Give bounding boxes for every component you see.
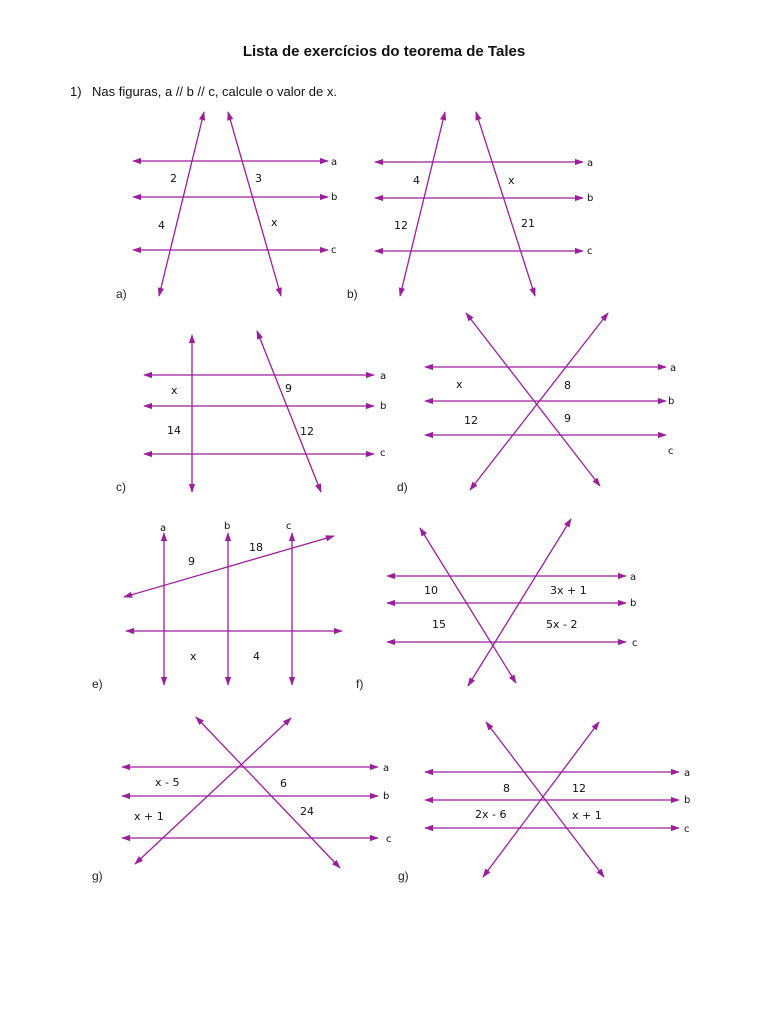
figure-a	[116, 112, 337, 301]
segment-label: x	[190, 650, 197, 663]
segment-label: 12	[300, 425, 314, 438]
line-a-tag: a	[670, 363, 677, 374]
figure-c	[116, 331, 386, 494]
transversal	[257, 331, 321, 492]
transversal	[124, 536, 334, 597]
segment-label: x	[271, 216, 278, 229]
figure-d	[397, 313, 676, 494]
page-title: Lista de exercícios do teorema de Tales	[242, 43, 526, 60]
segment-label: 4	[253, 650, 260, 663]
line-a-tag: a	[630, 572, 637, 583]
segment-label: 18	[249, 541, 263, 554]
figure-e	[92, 521, 342, 691]
line-c-tag: c	[668, 446, 674, 457]
figure-f	[356, 519, 638, 691]
segment-label: 2x - 6	[475, 808, 507, 821]
line-b-tag: b	[630, 598, 637, 609]
line-b-tag: b	[684, 795, 691, 806]
line-b-tag: b	[587, 193, 594, 204]
question-text: Nas figuras, a // b // c, calcule o valor de x.	[92, 84, 337, 99]
figure-label: g)	[398, 869, 409, 883]
segment-label: 6	[280, 777, 287, 790]
segment-label: 24	[300, 805, 314, 818]
transversal	[420, 528, 516, 683]
transversal	[135, 718, 291, 864]
segment-label: 21	[521, 217, 535, 230]
segment-label: 9	[564, 412, 571, 425]
segment-label: 3	[255, 172, 262, 185]
segment-label: 12	[572, 782, 586, 795]
figure-b	[347, 112, 593, 301]
figure-label: g)	[92, 869, 103, 883]
question-number: 1)	[70, 84, 82, 99]
figure-g-left	[92, 717, 392, 883]
segment-label: 12	[464, 414, 478, 427]
line-c-tag: c	[632, 638, 638, 649]
line-c-tag: c	[684, 824, 690, 835]
line-b-tag: b	[380, 401, 387, 412]
figure-label: c)	[116, 480, 126, 494]
segment-label: x + 1	[572, 809, 602, 822]
line-a-tag: a	[587, 158, 594, 169]
segment-label: x - 5	[155, 776, 180, 789]
segment-label: 5x - 2	[546, 618, 578, 631]
line-b-tag: b	[331, 192, 338, 203]
segment-label: 3x + 1	[550, 584, 587, 597]
segment-label: 15	[432, 618, 446, 631]
segment-label: 4	[413, 174, 420, 187]
line-b-tag: b	[383, 791, 390, 802]
transversal	[159, 112, 204, 296]
line-c-tag: c	[386, 834, 392, 845]
transversal	[400, 112, 445, 296]
transversal	[228, 112, 281, 296]
transversal	[476, 112, 535, 296]
line-a-tag: a	[383, 763, 390, 774]
segment-label: 14	[167, 424, 181, 437]
segment-label: 8	[564, 379, 571, 392]
segment-label: x	[171, 384, 178, 397]
line-a-tag: a	[380, 371, 387, 382]
line-c-tag: c	[587, 246, 593, 257]
figure-label: e)	[92, 677, 103, 691]
segment-label: 10	[424, 584, 438, 597]
segment-label: 12	[394, 219, 408, 232]
figure-label: d)	[397, 480, 408, 494]
figure-label: f)	[356, 677, 364, 691]
segment-label: 2	[170, 172, 177, 185]
figure-g-right	[398, 722, 690, 883]
line-c-tag: c	[331, 245, 337, 256]
segment-label: 9	[188, 555, 195, 568]
segment-label: x	[456, 378, 463, 391]
line-c-tag: c	[380, 448, 386, 459]
line-a-tag: a	[331, 157, 338, 168]
transversal	[466, 313, 600, 486]
segment-label: 8	[503, 782, 510, 795]
segment-label: x + 1	[134, 810, 164, 823]
segment-label: 9	[285, 382, 292, 395]
figure-label: b)	[347, 287, 358, 301]
segment-label: x	[508, 174, 515, 187]
line-a-tag: a	[160, 523, 167, 534]
figure-label: a)	[116, 287, 127, 301]
segment-label: 4	[158, 219, 165, 232]
line-a-tag: a	[684, 768, 691, 779]
line-b-tag: b	[668, 396, 675, 407]
line-b-tag: b	[224, 521, 231, 532]
line-c-tag: c	[286, 521, 292, 532]
